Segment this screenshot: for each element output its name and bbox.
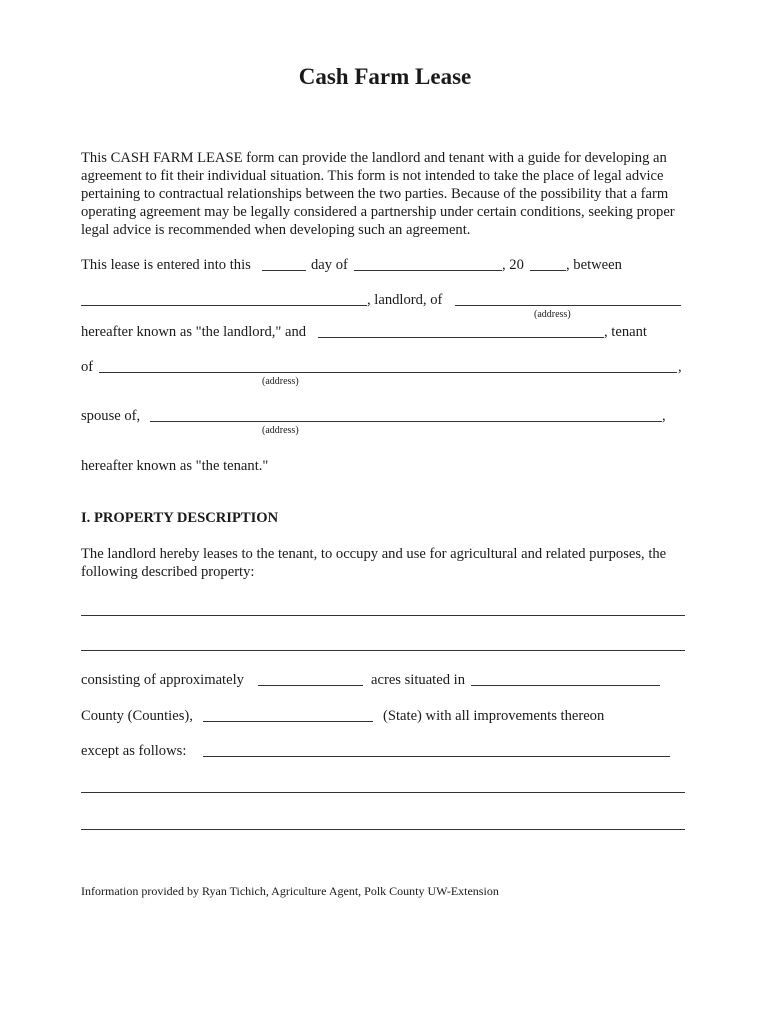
- lease-line-text-3: , 20: [502, 257, 524, 273]
- landlord-name-blank[interactable]: [81, 305, 367, 306]
- year-blank[interactable]: [530, 270, 566, 271]
- tenant-name-blank[interactable]: [318, 337, 604, 338]
- property-line-1[interactable]: [81, 615, 685, 616]
- tenant-label: , tenant: [604, 324, 647, 340]
- spouse-label: spouse of,: [81, 408, 141, 424]
- day-blank[interactable]: [262, 270, 306, 271]
- spouse-comma: ,: [662, 408, 666, 424]
- of-comma: ,: [678, 359, 682, 375]
- month-blank[interactable]: [354, 270, 502, 271]
- situated-blank[interactable]: [471, 685, 660, 686]
- section-heading-property-description: I. PROPERTY DESCRIPTION: [81, 510, 279, 526]
- spouse-blank[interactable]: [150, 421, 662, 422]
- known-tenant-label: hereafter known as "the tenant.": [81, 458, 269, 474]
- spouse-address-hint: (address): [262, 425, 299, 436]
- except-line-2[interactable]: [81, 792, 685, 793]
- situated-label: acres situated in: [371, 672, 466, 688]
- lease-line-text-2: day of: [311, 257, 348, 273]
- lease-line-text-1: This lease is entered into this: [81, 257, 251, 273]
- document-title: Cash Farm Lease: [298, 64, 472, 89]
- known-landlord-label: hereafter known as "the landlord," and: [81, 324, 307, 340]
- footer-credit: Information provided by Ryan Tichich, Agriculture Agent, Polk County UW-Extension: [81, 884, 499, 898]
- except-label: except as follows:: [81, 743, 187, 759]
- of-label: of: [81, 359, 94, 375]
- except-line-3[interactable]: [81, 829, 685, 830]
- acres-blank[interactable]: [258, 685, 363, 686]
- state-label: (State) with all improvements thereon: [383, 708, 605, 724]
- county-blank[interactable]: [203, 721, 373, 722]
- tenant-address-blank[interactable]: [99, 372, 677, 373]
- county-label: County (Counties),: [81, 708, 193, 724]
- landlord-label: , landlord, of: [367, 292, 443, 308]
- landlord-address-blank[interactable]: [455, 305, 681, 306]
- acres-label: consisting of approximately: [81, 672, 244, 688]
- property-line-2[interactable]: [81, 650, 685, 651]
- lease-line-text-4: , between: [566, 257, 622, 273]
- intro-paragraph: This CASH FARM LEASE form can provide the landlord and tenant with a guide for developing an agreement to fit their individual situation. This form is not intended to take the place of legal advice pertaining to contractual relationships between the two parties. Because of the possibility that a farm operating agreement may be legally considered a partnership under certain conditions, seeking proper legal advice is recommended when developing such an agreement.: [81, 150, 675, 238]
- tenant-address-hint: (address): [262, 376, 299, 387]
- except-blank[interactable]: [203, 756, 670, 757]
- property-description-paragraph: The landlord hereby leases to the tenant, to occupy and use for agricultural and related purposes, the following described property:: [81, 546, 667, 580]
- landlord-address-hint: (address): [534, 309, 571, 320]
